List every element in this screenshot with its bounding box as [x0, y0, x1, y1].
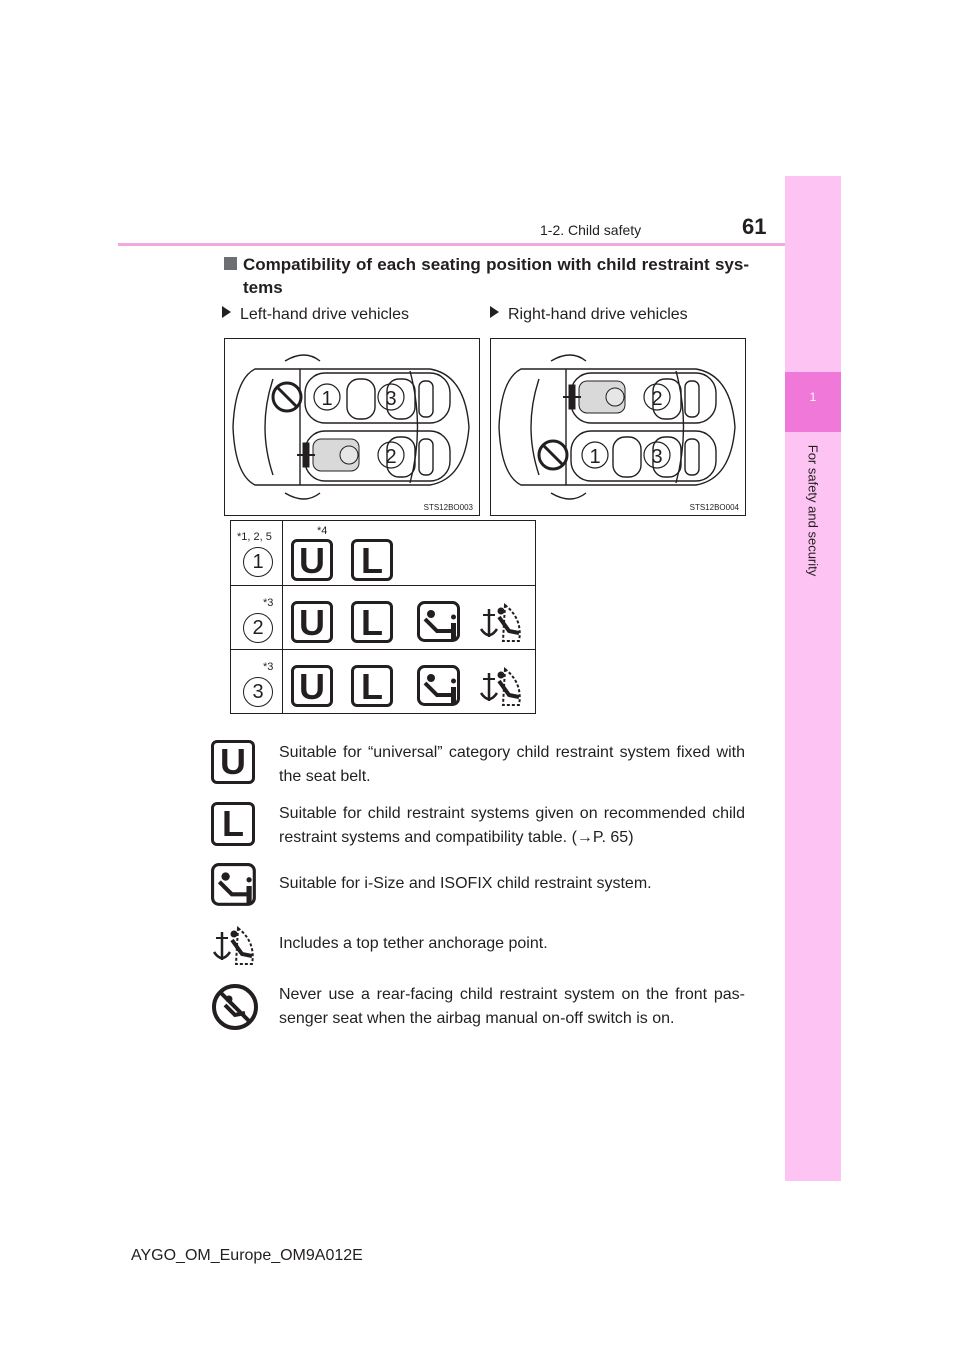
top-tether-anchor-icon: [479, 663, 527, 709]
universal-u-icon: U: [211, 740, 255, 784]
seat-number: 3: [385, 388, 397, 410]
legend-text-tether: Includes a top tether anchorage point.: [279, 935, 548, 952]
seat-position-badge: 1: [243, 547, 273, 577]
table-row: [231, 585, 535, 650]
recommended-l-icon: L: [351, 665, 393, 707]
row-note: *1, 2, 5: [237, 531, 272, 543]
legend-text-recommended: Suitable for child restraint systems given on recommended child restraint systems and compatibility table. (→P. 65): [279, 805, 745, 846]
section-heading: Compatibility of each seating position with child restraint sys-tems: [243, 255, 749, 297]
document-code: AYGO_OM_Europe_OM9A012E: [131, 1247, 363, 1264]
legend-text-no-rear-facing: Never use a rear-facing child restraint system on the front pas-senger seat when the airbag manual on-off switch is on.: [279, 986, 745, 1027]
driver-figure: [297, 439, 359, 471]
car-top-view-rhd: [491, 339, 745, 515]
seat-number: 2: [651, 388, 663, 410]
no-rear-facing-seat-icon: [539, 441, 567, 469]
universal-u-icon: U: [291, 539, 333, 581]
isofix-seat-icon: [417, 601, 463, 645]
figure-code: STS12BO004: [689, 503, 739, 512]
recommended-l-icon: L: [351, 601, 393, 643]
top-tether-anchor-icon: [479, 599, 527, 645]
right-hand-drive-diagram: [490, 338, 746, 516]
seat-number: 3: [651, 446, 663, 468]
seat-number: 2: [385, 446, 397, 468]
row-extra-note: *4: [317, 525, 328, 537]
no-rear-facing-seat-icon: [273, 383, 301, 411]
figure-code: STS12BO003: [423, 503, 473, 512]
compatibility-table: [230, 520, 536, 714]
left-hand-drive-label: Left-hand drive vehicles: [222, 306, 409, 324]
header-rule: [118, 243, 785, 246]
seat-position-badge: 3: [243, 677, 273, 707]
universal-u-icon: U: [291, 601, 333, 643]
section-title: 1-2. Child safety: [540, 222, 642, 238]
chapter-number: 1: [809, 390, 817, 404]
heading-bullet-icon: [224, 257, 237, 270]
car-top-view-lhd: [225, 339, 479, 515]
seat-number: 1: [321, 388, 333, 410]
row-note: *3: [263, 597, 274, 609]
row-note: *3: [263, 661, 274, 673]
legend-text-universal: Suitable for “universal” category child restraint system fixed with the seat belt.: [279, 744, 745, 785]
isofix-seat-icon: [211, 863, 259, 909]
triangle-bullet-icon: [490, 306, 499, 318]
table-row: [231, 521, 535, 586]
table-row: [231, 649, 535, 713]
recommended-l-icon: L: [351, 539, 393, 581]
top-tether-anchor-icon: [211, 922, 261, 968]
chapter-title: For safety and security: [805, 444, 821, 577]
triangle-bullet-icon: [222, 306, 231, 318]
seat-number: 1: [589, 446, 601, 468]
right-hand-drive-label: Right-hand drive vehicles: [490, 306, 688, 324]
left-hand-drive-diagram: [224, 338, 480, 516]
seat-position-badge: 2: [243, 613, 273, 643]
legend-text-isofix: Suitable for i-Size and ISOFIX child restraint system.: [279, 875, 652, 892]
driver-figure: [563, 381, 625, 413]
isofix-seat-icon: [417, 665, 463, 709]
recommended-l-icon: L: [211, 802, 255, 846]
universal-u-icon: U: [291, 665, 333, 707]
no-rear-facing-seat-icon: [211, 983, 259, 1031]
chapter-side-tab: [785, 176, 841, 1181]
page-number: 61: [742, 214, 767, 239]
